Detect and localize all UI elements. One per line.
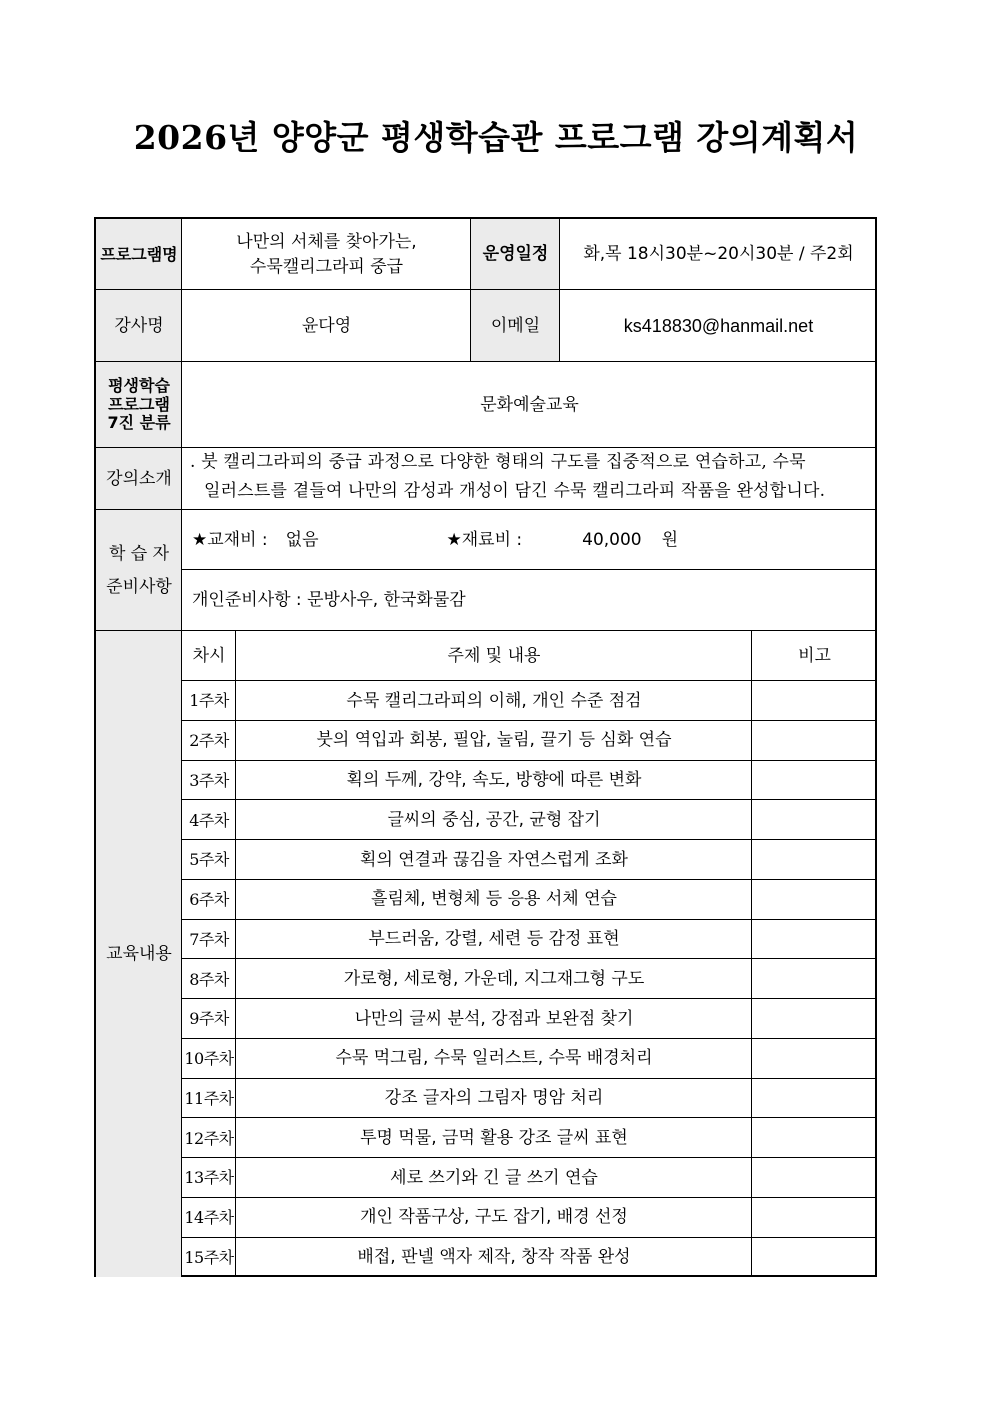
curriculum-note bbox=[752, 1158, 877, 1198]
curriculum-note bbox=[752, 999, 877, 1039]
curriculum-note bbox=[752, 681, 877, 721]
row-divider bbox=[96, 447, 875, 448]
classification-value: 문화예술교육 bbox=[480, 394, 579, 415]
curriculum-topic: 부드러움, 강렬, 세련 등 감정 표현 bbox=[368, 929, 620, 950]
col-divider bbox=[559, 219, 560, 362]
curriculum-header-session: 차시 bbox=[192, 645, 226, 666]
curriculum-topic: 배접, 판넬 액자 제작, 창작 작품 완성 bbox=[357, 1247, 631, 1268]
curriculum-topic: 획의 두께, 강약, 속도, 방향에 따른 변화 bbox=[346, 770, 642, 791]
curriculum-session: 15주차 bbox=[184, 1247, 234, 1267]
curriculum-header-note: 비고 bbox=[798, 645, 831, 666]
curriculum-note bbox=[752, 959, 877, 999]
curriculum-topic: 글씨의 중심, 공간, 균형 잡기 bbox=[387, 809, 601, 830]
preparation-label-line2: 준비사항 bbox=[106, 576, 172, 597]
program-name-label: 프로그램명 bbox=[96, 219, 182, 290]
col-divider bbox=[235, 631, 236, 1277]
curriculum-note bbox=[752, 1039, 877, 1079]
curriculum-session: 3주차 bbox=[189, 770, 229, 790]
curriculum-note bbox=[752, 1238, 877, 1278]
curriculum-topic: 강조 글자의 그림자 명암 처리 bbox=[384, 1088, 604, 1109]
curriculum-session: 8주차 bbox=[189, 969, 229, 989]
material-fee-value: 40,000 bbox=[582, 529, 642, 550]
textbook-fee-label: ★교재비 : bbox=[192, 529, 268, 550]
curriculum-session: 10주차 bbox=[184, 1049, 234, 1069]
intro-line1: . 붓 캘리그라피의 중급 과정으로 다양한 형태의 구도를 집중적으로 연습하고, 수묵 bbox=[190, 452, 806, 472]
curriculum-note bbox=[752, 1198, 877, 1238]
row-divider bbox=[182, 569, 877, 570]
curriculum-topic: 흘림체, 변형체 등 응용 서체 연습 bbox=[371, 889, 617, 910]
instructor-value: 윤다영 bbox=[301, 315, 352, 336]
program-name-value bbox=[182, 219, 471, 290]
curriculum-session: 12주차 bbox=[184, 1128, 234, 1148]
curriculum-topic: 가로형, 세로형, 가운데, 지그재그형 구도 bbox=[343, 968, 645, 989]
schedule-value: 화,목 18시30분~20시30분 / 주2회 bbox=[583, 244, 854, 265]
intro-line2: 일러스트를 곁들여 나만의 감성과 개성이 담긴 수묵 캘리그라피 작품을 완성합니다. bbox=[204, 480, 826, 501]
curriculum-label: 교육내용 bbox=[96, 631, 182, 1277]
curriculum-note bbox=[752, 1079, 877, 1119]
classification-label bbox=[96, 362, 182, 448]
program-name-line1: 나만의 서체를 찾아가는, bbox=[236, 231, 417, 252]
email-label: 이메일 bbox=[471, 290, 560, 362]
intro-text bbox=[182, 448, 877, 510]
email-value: ks418830@hanmail.net bbox=[623, 315, 814, 336]
curriculum-note bbox=[752, 800, 877, 840]
preparation-label bbox=[96, 510, 182, 631]
lecture-plan-table bbox=[94, 217, 877, 1277]
curriculum-session: 2주차 bbox=[189, 731, 229, 751]
material-fee-label: ★재료비 : bbox=[446, 529, 523, 550]
row-divider bbox=[96, 361, 875, 362]
curriculum-note bbox=[752, 840, 877, 880]
program-name-line2: 수묵캘리그라피 중급 bbox=[249, 256, 404, 277]
curriculum-note bbox=[752, 920, 877, 960]
row-divider bbox=[96, 630, 875, 631]
curriculum-topic: 획의 연결과 끊김을 자연스럽게 조화 bbox=[360, 849, 628, 870]
curriculum-topic: 투명 먹물, 금먹 활용 강조 글씨 표현 bbox=[360, 1127, 628, 1148]
curriculum-session: 6주차 bbox=[189, 890, 229, 910]
preparation-fees bbox=[182, 510, 877, 570]
classification-label-line3: 7진 분류 bbox=[107, 413, 171, 433]
page-title: 2026년 양양군 평생학습관 프로그램 강의계획서 bbox=[133, 118, 859, 157]
schedule-label: 운영일정 bbox=[471, 219, 560, 290]
col-divider bbox=[751, 631, 752, 1277]
intro-label: 강의소개 bbox=[96, 448, 182, 510]
curriculum-session: 5주차 bbox=[189, 850, 229, 870]
row-divider bbox=[96, 509, 875, 510]
curriculum-session: 11주차 bbox=[184, 1088, 234, 1108]
curriculum-note bbox=[752, 761, 877, 801]
curriculum-topic: 개인 작품구상, 구도 잡기, 배경 선정 bbox=[360, 1207, 628, 1228]
classification-label-line2: 프로그램 bbox=[108, 394, 170, 414]
curriculum-topic: 수묵 캘리그라피의 이해, 개인 수준 점검 bbox=[346, 690, 642, 711]
curriculum-session: 9주차 bbox=[189, 1009, 229, 1029]
preparation-label-line1: 학 습 자 bbox=[108, 544, 170, 565]
material-fee-unit: 원 bbox=[661, 529, 679, 550]
curriculum-session: 14주차 bbox=[184, 1208, 234, 1228]
curriculum-header-topic: 주제 및 내용 bbox=[447, 645, 541, 666]
personal-preparation: 개인준비사항 : 문방사우, 한국화물감 bbox=[192, 590, 466, 611]
col-divider bbox=[470, 219, 471, 362]
curriculum-topic: 나만의 글씨 분석, 강점과 보완점 찾기 bbox=[354, 1008, 634, 1029]
curriculum-topic: 붓의 역입과 회봉, 필압, 눌림, 끌기 등 심화 연습 bbox=[316, 730, 672, 751]
classification-label-line1: 평생학습 bbox=[108, 376, 170, 396]
curriculum-topic: 수묵 먹그림, 수묵 일러스트, 수묵 배경처리 bbox=[335, 1048, 653, 1069]
row-divider bbox=[96, 289, 875, 290]
curriculum-note bbox=[752, 880, 877, 920]
curriculum-session: 7주차 bbox=[189, 929, 229, 949]
curriculum-topic: 세로 쓰기와 긴 글 쓰기 연습 bbox=[390, 1167, 598, 1188]
textbook-fee-value: 없음 bbox=[285, 529, 319, 550]
curriculum-session: 1주차 bbox=[189, 691, 229, 711]
curriculum-session: 4주차 bbox=[189, 810, 229, 830]
curriculum-note bbox=[752, 721, 877, 761]
col-divider bbox=[181, 219, 182, 1277]
curriculum-note bbox=[752, 1118, 877, 1158]
instructor-label: 강사명 bbox=[96, 290, 182, 362]
curriculum-session: 13주차 bbox=[184, 1168, 234, 1188]
row-divider bbox=[182, 680, 877, 681]
